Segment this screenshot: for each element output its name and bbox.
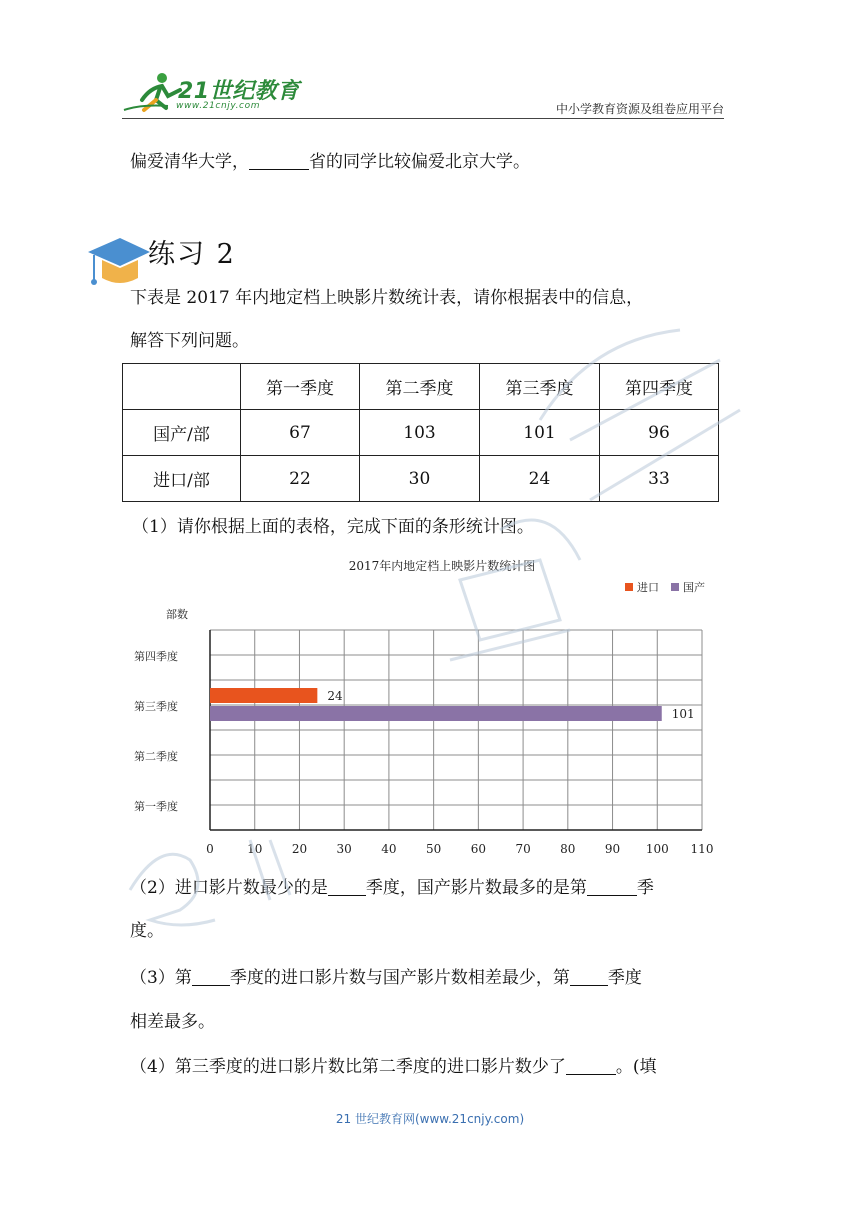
q3-text-a: （3）第	[130, 968, 192, 988]
answer-blank	[192, 967, 230, 986]
legend-label: 进口	[637, 581, 659, 594]
answer-blank	[566, 1056, 616, 1075]
table-cell: 101	[480, 410, 600, 456]
x-tick-label: 50	[425, 842, 442, 856]
row-label: 进口/部	[123, 456, 241, 502]
q2-text-b: 季度，国产影片数最多的是第	[365, 878, 587, 898]
section-title: 练习 2	[148, 239, 236, 270]
table-cell: 30	[360, 456, 480, 502]
problem-line-1: 下表是 2017 年内地定档上映影片数统计表，请你根据表中的信息，	[130, 288, 644, 308]
problem-line-2: 解答下列问题。	[130, 331, 249, 351]
q3-text-b: 季度的进口影片数与国产影片数相差最少，第	[229, 968, 570, 988]
q2-text-a: （2）进口影片数最少的是	[130, 878, 328, 898]
chart-title: 2017年内地定档上映影片数统计图	[348, 559, 536, 573]
question-3-line-2: 相差最多。	[130, 1012, 215, 1032]
table-cell: 22	[241, 456, 360, 502]
q4-text-a: （4）第三季度的进口影片数比第二季度的进口影片数少了	[130, 1057, 566, 1077]
x-tick-label: 90	[604, 842, 621, 856]
header-platform-text: 中小学教育资源及组卷应用平台	[555, 102, 724, 116]
question-3-line-1	[130, 963, 642, 993]
table-cell: 33	[600, 456, 719, 502]
table-row	[123, 456, 719, 502]
table-header-cell	[123, 364, 241, 410]
film-count-table	[122, 363, 719, 502]
question-4-line	[130, 1052, 656, 1082]
table-header-row	[123, 364, 719, 410]
intro-after: 省的同学比较偏爱北京大学。	[309, 152, 530, 172]
x-tick-label: 110	[690, 842, 714, 856]
y-axis-label: 部数	[166, 608, 188, 621]
category-label: 第一季度	[134, 800, 178, 813]
q2-text-c: 季	[636, 878, 654, 898]
legend-swatch	[625, 583, 633, 591]
logo-url: www.21cnjy.com	[176, 101, 261, 111]
x-tick-label: 0	[206, 842, 214, 856]
table-header-cell: 第三季度	[480, 364, 600, 410]
table-cell: 103	[360, 410, 480, 456]
data-label: 101	[671, 707, 695, 721]
table-cell: 24	[480, 456, 600, 502]
table-cell: 96	[600, 410, 719, 456]
category-label: 第二季度	[134, 750, 178, 763]
header-divider	[122, 118, 724, 119]
x-tick-label: 100	[645, 842, 669, 856]
data-label: 24	[327, 689, 343, 703]
answer-blank	[570, 967, 608, 986]
bar-domestic	[210, 706, 662, 721]
bar-chart	[122, 548, 722, 866]
question-2-line-2: 度。	[130, 921, 164, 941]
answer-blank	[587, 877, 637, 896]
table-header-cell: 第二季度	[360, 364, 480, 410]
answer-blank	[249, 151, 309, 170]
x-tick-label: 40	[381, 842, 397, 856]
x-tick-label: 30	[336, 842, 352, 856]
x-tick-label: 60	[470, 842, 487, 856]
answer-blank	[328, 877, 366, 896]
footer-text: 21 世纪教育网(www.21cnjy.com)	[335, 1112, 525, 1126]
question-2-line-1	[130, 873, 654, 903]
table-cell: 67	[241, 410, 360, 456]
q4-text-b: 。(填	[615, 1057, 657, 1077]
x-tick-label: 80	[560, 842, 576, 856]
table-row	[123, 410, 719, 456]
logo-text: 21世纪教育	[178, 79, 300, 104]
q3-text-c: 季度	[607, 968, 642, 988]
question-1: （1）请你根据上面的表格，完成下面的条形统计图。	[132, 517, 534, 537]
legend-label: 国产	[683, 581, 705, 594]
x-tick-label: 20	[291, 842, 308, 856]
x-tick-label: 10	[247, 842, 263, 856]
category-label: 第四季度	[134, 650, 178, 663]
table-header-cell: 第四季度	[600, 364, 719, 410]
x-tick-label: 70	[515, 842, 531, 856]
intro-line	[130, 147, 530, 177]
table-header-cell: 第一季度	[241, 364, 360, 410]
row-label: 国产/部	[123, 410, 241, 456]
intro-before: 偏爱清华大学，	[130, 152, 249, 172]
category-label: 第三季度	[134, 700, 178, 713]
bar-import	[210, 688, 317, 703]
legend-swatch	[671, 583, 679, 591]
